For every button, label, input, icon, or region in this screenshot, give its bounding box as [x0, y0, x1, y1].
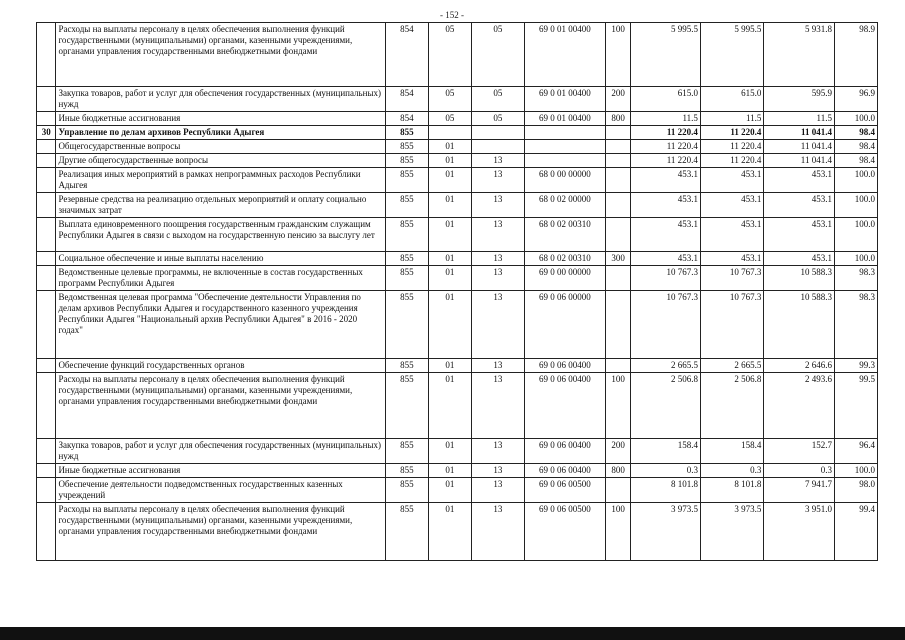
target-article-code: 69 0 06 00500: [525, 478, 606, 503]
expense-type-code: 100: [605, 373, 631, 439]
plan-amount: 8 101.8: [631, 478, 701, 503]
target-article-code: [525, 140, 606, 154]
executed-amount: 5 931.8: [764, 23, 835, 87]
ved-code: 854: [385, 112, 428, 126]
subsection-code: 13: [471, 439, 524, 464]
plan-amount: 11.5: [631, 112, 701, 126]
expense-type-code: 100: [605, 503, 631, 561]
target-article-code: 68 0 02 00000: [525, 193, 606, 218]
row-number: [37, 154, 56, 168]
ved-code: 855: [385, 168, 428, 193]
table-row: [37, 87, 878, 112]
ved-code: 854: [385, 87, 428, 112]
ved-code: 855: [385, 252, 428, 266]
executed-amount: 595.9: [764, 87, 835, 112]
section-code: 01: [428, 168, 471, 193]
ved-code: 855: [385, 193, 428, 218]
plan-amount: 158.4: [631, 439, 701, 464]
target-article-code: 69 0 01 00400: [525, 87, 606, 112]
section-code: 01: [428, 359, 471, 373]
executed-amount: 152.7: [764, 439, 835, 464]
ved-code: 855: [385, 291, 428, 359]
scan-bottom-edge: [0, 627, 905, 640]
approved-amount: 0.3: [700, 464, 763, 478]
executed-amount: 11 041.4: [764, 154, 835, 168]
ved-code: 855: [385, 218, 428, 252]
row-number: [37, 439, 56, 464]
executed-amount: 453.1: [764, 252, 835, 266]
section-code: 01: [428, 218, 471, 252]
approved-amount: 10 767.3: [700, 266, 763, 291]
plan-amount: 453.1: [631, 252, 701, 266]
approved-amount: 453.1: [700, 252, 763, 266]
target-article-code: [525, 126, 606, 140]
executed-amount: 11 041.4: [764, 126, 835, 140]
plan-amount: 453.1: [631, 193, 701, 218]
section-code: [428, 126, 471, 140]
section-code: 05: [428, 112, 471, 126]
row-number: [37, 291, 56, 359]
approved-amount: 11 220.4: [700, 140, 763, 154]
row-number: [37, 168, 56, 193]
section-code: 05: [428, 87, 471, 112]
approved-amount: 11 220.4: [700, 126, 763, 140]
table-row: [37, 464, 878, 478]
execution-percent: 98.3: [834, 291, 877, 359]
row-number: [37, 112, 56, 126]
target-article-code: 68 0 02 00310: [525, 252, 606, 266]
page-number: - 152 -: [440, 10, 464, 20]
target-article-code: 69 0 06 00500: [525, 503, 606, 561]
executed-amount: 7 941.7: [764, 478, 835, 503]
expense-type-code: [605, 154, 631, 168]
plan-amount: 11 220.4: [631, 154, 701, 168]
plan-amount: 10 767.3: [631, 266, 701, 291]
ved-code: 855: [385, 439, 428, 464]
section-code: 01: [428, 193, 471, 218]
row-name: Управление по делам архивов Республики Адыгея: [56, 126, 385, 140]
section-code: 01: [428, 140, 471, 154]
row-name: Резервные средства на реализацию отдельных мероприятий и оплату социально значимых затрат: [56, 193, 385, 218]
row-number: [37, 503, 56, 561]
row-number: [37, 478, 56, 503]
plan-amount: 0.3: [631, 464, 701, 478]
subsection-code: 13: [471, 218, 524, 252]
expense-type-code: [605, 359, 631, 373]
ved-code: 855: [385, 359, 428, 373]
subsection-code: 05: [471, 23, 524, 87]
target-article-code: 69 0 01 00400: [525, 112, 606, 126]
row-name: Общегосударственные вопросы: [56, 140, 385, 154]
subsection-code: 13: [471, 252, 524, 266]
ved-code: 855: [385, 266, 428, 291]
section-code: 01: [428, 439, 471, 464]
table-row: [37, 23, 878, 87]
subsection-code: 13: [471, 193, 524, 218]
executed-amount: 453.1: [764, 193, 835, 218]
row-number: [37, 266, 56, 291]
execution-percent: 96.9: [834, 87, 877, 112]
table-row: [37, 112, 878, 126]
approved-amount: 2 665.5: [700, 359, 763, 373]
row-name: Другие общегосударственные вопросы: [56, 154, 385, 168]
approved-amount: 3 973.5: [700, 503, 763, 561]
row-number: [37, 193, 56, 218]
plan-amount: 453.1: [631, 168, 701, 193]
subsection-code: 13: [471, 154, 524, 168]
row-name: Социальное обеспечение и иные выплаты населению: [56, 252, 385, 266]
section-code: 01: [428, 291, 471, 359]
target-article-code: 69 0 06 00400: [525, 359, 606, 373]
expense-type-code: [605, 478, 631, 503]
table-row: [37, 168, 878, 193]
execution-percent: 99.3: [834, 359, 877, 373]
target-article-code: 69 0 06 00400: [525, 464, 606, 478]
row-number: [37, 87, 56, 112]
execution-percent: 98.0: [834, 478, 877, 503]
row-number: [37, 373, 56, 439]
executed-amount: 10 588.3: [764, 266, 835, 291]
target-article-code: 69 0 00 00000: [525, 266, 606, 291]
approved-amount: 453.1: [700, 168, 763, 193]
expense-type-code: [605, 168, 631, 193]
section-code: 01: [428, 503, 471, 561]
ved-code: 855: [385, 464, 428, 478]
expense-type-code: [605, 291, 631, 359]
execution-percent: 100.0: [834, 464, 877, 478]
subsection-code: 05: [471, 87, 524, 112]
ved-code: 855: [385, 503, 428, 561]
section-code: 01: [428, 252, 471, 266]
subsection-code: 13: [471, 464, 524, 478]
execution-percent: 98.4: [834, 140, 877, 154]
expense-type-code: 800: [605, 112, 631, 126]
execution-percent: 98.4: [834, 126, 877, 140]
row-name: Закупка товаров, работ и услуг для обеспечения государственных (муниципальных) нужд: [56, 439, 385, 464]
subsection-code: 13: [471, 291, 524, 359]
row-name: Иные бюджетные ассигнования: [56, 112, 385, 126]
approved-amount: 10 767.3: [700, 291, 763, 359]
section-code: 01: [428, 464, 471, 478]
row-name: Расходы на выплаты персоналу в целях обеспечения выполнения функций государственными (муниципальными) органами, казенными учреждениями, органами управления государственными внебюджетными фондами: [56, 23, 385, 87]
row-name: Ведомственная целевая программа "Обеспечение деятельности Управления по делам архивов Республики Адыгея и государственного казенного учреждения Республики Адыгея "Национальный архив Республики Адыгея" в 2016 - 2020 годах": [56, 291, 385, 359]
expense-type-code: 300: [605, 252, 631, 266]
ved-code: 855: [385, 140, 428, 154]
expense-type-code: 200: [605, 439, 631, 464]
table-row: [37, 193, 878, 218]
expense-type-code: 200: [605, 87, 631, 112]
table-row: [37, 439, 878, 464]
expense-type-code: 100: [605, 23, 631, 87]
plan-amount: 11 220.4: [631, 126, 701, 140]
section-code: 05: [428, 23, 471, 87]
executed-amount: 10 588.3: [764, 291, 835, 359]
approved-amount: 453.1: [700, 218, 763, 252]
executed-amount: 3 951.0: [764, 503, 835, 561]
row-number: [37, 218, 56, 252]
approved-amount: 8 101.8: [700, 478, 763, 503]
target-article-code: 68 0 00 00000: [525, 168, 606, 193]
expense-type-code: [605, 140, 631, 154]
executed-amount: 11 041.4: [764, 140, 835, 154]
executed-amount: 2 646.6: [764, 359, 835, 373]
row-name: Реализация иных мероприятий в рамках непрограммных расходов Республики Адыгея: [56, 168, 385, 193]
subsection-code: 13: [471, 478, 524, 503]
approved-amount: 5 995.5: [700, 23, 763, 87]
subsection-code: 13: [471, 373, 524, 439]
executed-amount: 0.3: [764, 464, 835, 478]
section-code: 01: [428, 266, 471, 291]
plan-amount: 3 973.5: [631, 503, 701, 561]
expense-type-code: [605, 266, 631, 291]
row-name: Иные бюджетные ассигнования: [56, 464, 385, 478]
target-article-code: 69 0 01 00400: [525, 23, 606, 87]
execution-percent: 98.4: [834, 154, 877, 168]
subsection-code: 13: [471, 266, 524, 291]
table-row: [37, 478, 878, 503]
execution-percent: 99.4: [834, 503, 877, 561]
target-article-code: [525, 154, 606, 168]
ved-code: 854: [385, 23, 428, 87]
executed-amount: 11.5: [764, 112, 835, 126]
target-article-code: 69 0 06 00400: [525, 439, 606, 464]
row-name: Закупка товаров, работ и услуг для обеспечения государственных (муниципальных) нужд: [56, 87, 385, 112]
budget-table: [36, 22, 878, 561]
subsection-code: 13: [471, 168, 524, 193]
row-number: [37, 359, 56, 373]
plan-amount: 10 767.3: [631, 291, 701, 359]
executed-amount: 2 493.6: [764, 373, 835, 439]
approved-amount: 11.5: [700, 112, 763, 126]
plan-amount: 615.0: [631, 87, 701, 112]
section-code: 01: [428, 478, 471, 503]
approved-amount: 158.4: [700, 439, 763, 464]
table-row: [37, 359, 878, 373]
row-name: Ведомственные целевые программы, не включенные в состав государственных программ Республики Адыгея: [56, 266, 385, 291]
table-row: [37, 140, 878, 154]
target-article-code: 69 0 06 00000: [525, 291, 606, 359]
subsection-code: 05: [471, 112, 524, 126]
execution-percent: 98.3: [834, 266, 877, 291]
ved-code: 855: [385, 126, 428, 140]
table-row: [37, 503, 878, 561]
execution-percent: 100.0: [834, 112, 877, 126]
expense-type-code: [605, 126, 631, 140]
target-article-code: 69 0 06 00400: [525, 373, 606, 439]
execution-percent: 100.0: [834, 193, 877, 218]
row-name: Расходы на выплаты персоналу в целях обеспечения выполнения функций государственными (муниципальными) органами, казенными учреждениями, органами управления государственными внебюджетными фондами: [56, 373, 385, 439]
executed-amount: 453.1: [764, 218, 835, 252]
expense-type-code: 800: [605, 464, 631, 478]
ved-code: 855: [385, 373, 428, 439]
row-number: [37, 252, 56, 266]
executed-amount: 453.1: [764, 168, 835, 193]
table-row: [37, 373, 878, 439]
execution-percent: 100.0: [834, 252, 877, 266]
row-name: Выплата единовременного поощрения государственным гражданским служащим Республики Адыгея в связи с выходом на государственную пенсию за выслугу лет: [56, 218, 385, 252]
table-row: [37, 218, 878, 252]
plan-amount: 2 665.5: [631, 359, 701, 373]
approved-amount: 2 506.8: [700, 373, 763, 439]
row-name: Обеспечение функций государственных органов: [56, 359, 385, 373]
row-number: 30: [37, 126, 56, 140]
execution-percent: 100.0: [834, 218, 877, 252]
section-code: 01: [428, 154, 471, 168]
plan-amount: 453.1: [631, 218, 701, 252]
table-row: [37, 154, 878, 168]
approved-amount: 453.1: [700, 193, 763, 218]
section-code: 01: [428, 373, 471, 439]
row-number: [37, 464, 56, 478]
execution-percent: 96.4: [834, 439, 877, 464]
row-name: Обеспечение деятельности подведомственных государственных казенных учреждений: [56, 478, 385, 503]
table-row: [37, 252, 878, 266]
row-number: [37, 23, 56, 87]
plan-amount: 2 506.8: [631, 373, 701, 439]
target-article-code: 68 0 02 00310: [525, 218, 606, 252]
approved-amount: 615.0: [700, 87, 763, 112]
table-row: [37, 266, 878, 291]
table-row: [37, 126, 878, 140]
plan-amount: 5 995.5: [631, 23, 701, 87]
ved-code: 855: [385, 154, 428, 168]
approved-amount: 11 220.4: [700, 154, 763, 168]
execution-percent: 100.0: [834, 168, 877, 193]
subsection-code: 13: [471, 503, 524, 561]
execution-percent: 99.5: [834, 373, 877, 439]
row-name: Расходы на выплаты персоналу в целях обеспечения выполнения функций государственными (муниципальными) органами, казенными учреждениями, органами управления государственными внебюджетными фондами: [56, 503, 385, 561]
ved-code: 855: [385, 478, 428, 503]
plan-amount: 11 220.4: [631, 140, 701, 154]
expense-type-code: [605, 218, 631, 252]
row-number: [37, 140, 56, 154]
subsection-code: [471, 126, 524, 140]
execution-percent: 98.9: [834, 23, 877, 87]
subsection-code: [471, 140, 524, 154]
expense-type-code: [605, 193, 631, 218]
subsection-code: 13: [471, 359, 524, 373]
table-row: [37, 291, 878, 359]
